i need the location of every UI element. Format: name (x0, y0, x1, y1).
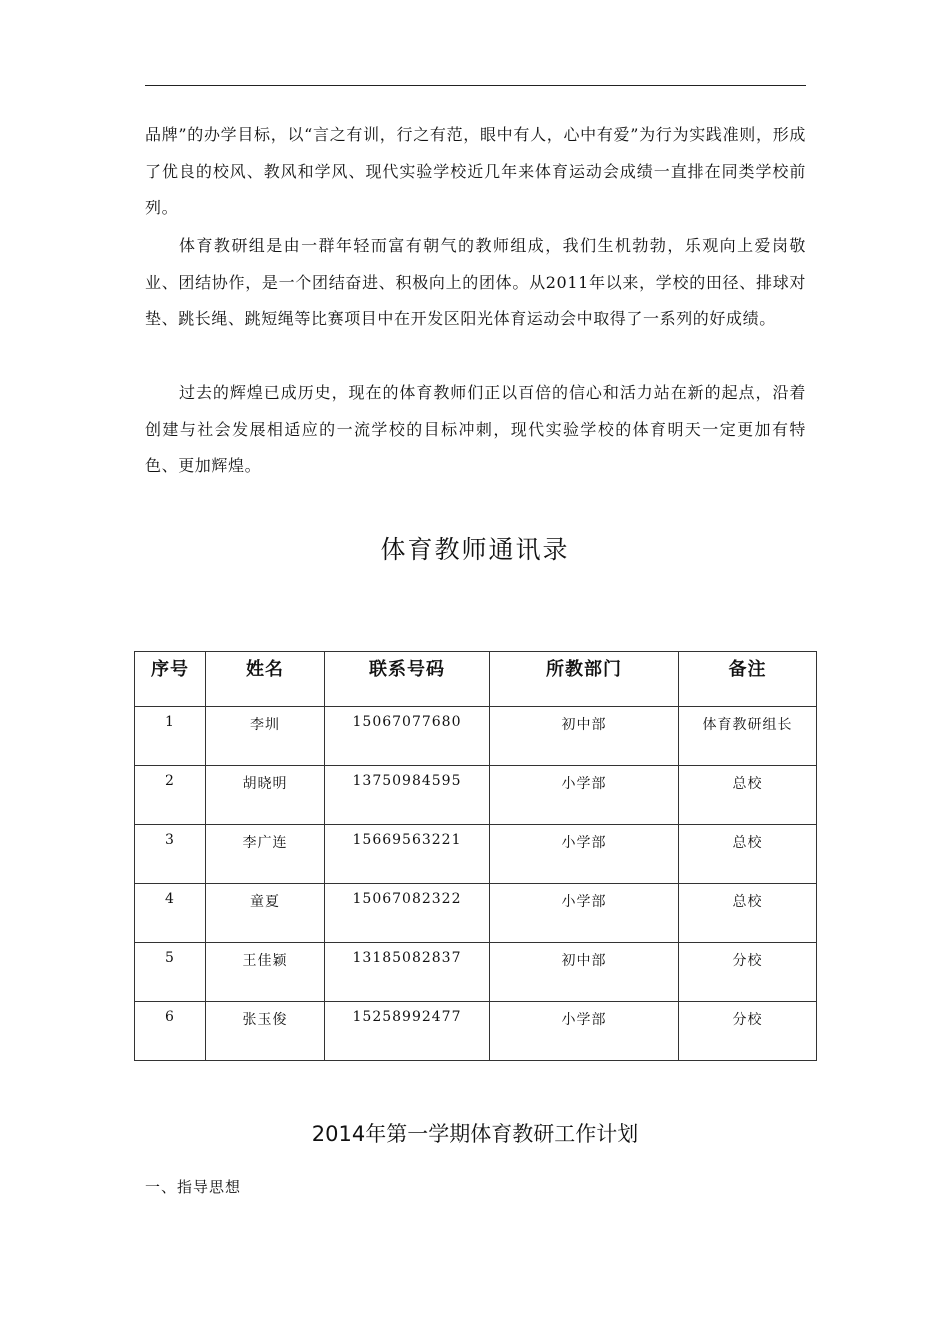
table-row (135, 825, 817, 884)
cell-name: 胡晓明 (206, 766, 325, 825)
paragraph-1-text: 品牌”的办学目标，以“言之有训，行之有范，眼中有人，心中有爱”为行为实践准则，形成了优良的校风、教风和学风、现代实验学校近几年来体育运动会成绩一直排在同类学校前列。 (145, 125, 806, 217)
header-department: 所教部门 (490, 652, 679, 707)
directory-title: 体育教师通讯录 (380, 535, 570, 564)
cell-name: 李广连 (206, 825, 325, 884)
paragraph-3 (145, 375, 806, 485)
cell-index: 5 (135, 943, 206, 1002)
table-row (135, 707, 817, 766)
cell-department: 小学部 (490, 884, 679, 943)
table-row (135, 884, 817, 943)
header-rule (145, 85, 806, 86)
cell-phone: 15669563221 (325, 825, 490, 884)
cell-department: 初中部 (490, 943, 679, 1002)
cell-department: 小学部 (490, 825, 679, 884)
cell-department: 初中部 (490, 707, 679, 766)
table-row (135, 1002, 817, 1061)
cell-note: 总校 (679, 766, 817, 825)
cell-phone: 15258992477 (325, 1002, 490, 1061)
plan-title: 2014年第一学期体育教研工作计划 (311, 1122, 639, 1146)
cell-phone: 13185082837 (325, 943, 490, 1002)
teacher-directory-table (134, 651, 817, 1061)
cell-index: 4 (135, 884, 206, 943)
paragraph-2 (145, 228, 806, 338)
cell-index: 6 (135, 1002, 206, 1061)
header-note: 备注 (679, 652, 817, 707)
table-row (135, 943, 817, 1002)
cell-phone: 15067077680 (325, 707, 490, 766)
table-header-row (135, 652, 817, 707)
cell-phone: 13750984595 (325, 766, 490, 825)
cell-name: 李圳 (206, 707, 325, 766)
cell-department: 小学部 (490, 766, 679, 825)
paragraph-2-text: 体育教研组是由一群年轻而富有朝气的教师组成，我们生机勃勃，乐观向上爱岗敬业、团结协作，是一个团结奋进、积极向上的团体。从2011年以来，学校的田径、排球对垫、跳长绳、跳短绳等比赛项目中在开发区阳光体育运动会中取得了一系列的好成绩。 (145, 236, 806, 328)
cell-note: 总校 (679, 884, 817, 943)
cell-index: 3 (135, 825, 206, 884)
cell-note: 分校 (679, 943, 817, 1002)
cell-phone: 15067082322 (325, 884, 490, 943)
header-index: 序号 (135, 652, 206, 707)
header-phone: 联系号码 (325, 652, 490, 707)
cell-note: 分校 (679, 1002, 817, 1061)
header-name: 姓名 (206, 652, 325, 707)
cell-name: 童夏 (206, 884, 325, 943)
plan-section-heading: 一、指导思想 (145, 1178, 242, 1196)
paragraph-3-text: 过去的辉煌已成历史，现在的体育教师们正以百倍的信心和活力站在新的起点，沿着创建与社会发展相适应的一流学校的目标冲刺，现代实验学校的体育明天一定更加有特色、更加辉煌。 (145, 383, 806, 475)
cell-index: 2 (135, 766, 206, 825)
cell-note: 体育教研组长 (679, 707, 817, 766)
table-row (135, 766, 817, 825)
cell-index: 1 (135, 707, 206, 766)
paragraph-1 (145, 117, 806, 227)
cell-note: 总校 (679, 825, 817, 884)
cell-name: 王佳颖 (206, 943, 325, 1002)
cell-name: 张玉俊 (206, 1002, 325, 1061)
cell-department: 小学部 (490, 1002, 679, 1061)
